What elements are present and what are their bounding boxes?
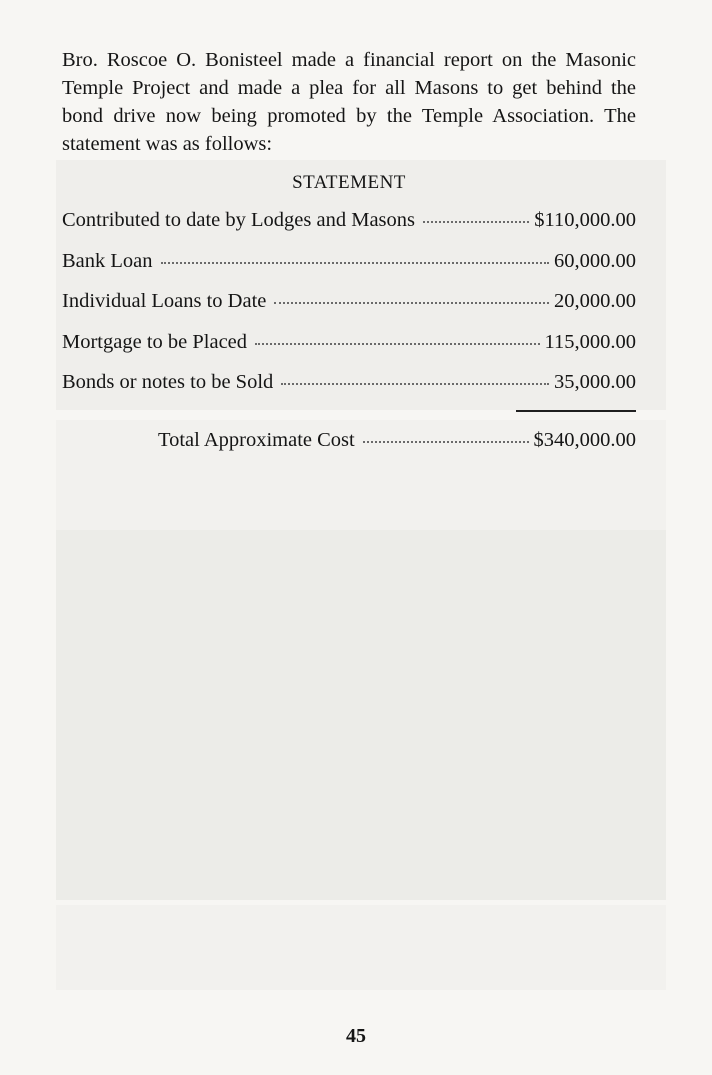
row-amount: 115,000.00 — [544, 331, 636, 353]
statement-heading: STATEMENT — [292, 172, 406, 193]
row-label: Bank Loan — [62, 250, 153, 272]
dot-leader — [363, 440, 529, 443]
statement-total-row — [158, 429, 636, 457]
row-label: Bonds or notes to be Sold — [62, 371, 274, 393]
row-label: Contributed to date by Lodges and Masons — [62, 209, 416, 231]
statement-row — [62, 371, 636, 399]
row-label: Mortgage to be Placed — [62, 331, 248, 353]
intro-paragraph: Bro. Roscoe O. Bonisteel made a financial report on the Masonic Temple Project and made a plea for all Masons to get behind the bond drive now being promoted by the Temple Association. The statement was as follows: — [62, 49, 636, 155]
row-amount: 35,000.00 — [554, 371, 636, 393]
statement-row — [62, 209, 636, 237]
dot-leader — [274, 301, 549, 304]
statement-row — [62, 290, 636, 318]
total-label: Total Approximate Cost — [158, 429, 355, 451]
dot-leader — [255, 342, 539, 345]
bleed-through-photo — [56, 530, 666, 900]
statement-row — [62, 331, 636, 359]
dot-leader — [423, 220, 529, 223]
row-label: Individual Loans to Date — [62, 290, 267, 312]
row-amount: 20,000.00 — [554, 290, 636, 312]
row-amount: $110,000.00 — [534, 209, 636, 231]
statement-row — [62, 250, 636, 278]
total-amount: $340,000.00 — [533, 429, 636, 451]
dot-leader — [161, 261, 549, 264]
page-number: 45 — [346, 1025, 366, 1047]
dot-leader — [281, 382, 549, 385]
row-amount: 60,000.00 — [554, 250, 636, 272]
sum-rule — [516, 410, 636, 412]
bleed-through-region — [56, 905, 666, 990]
